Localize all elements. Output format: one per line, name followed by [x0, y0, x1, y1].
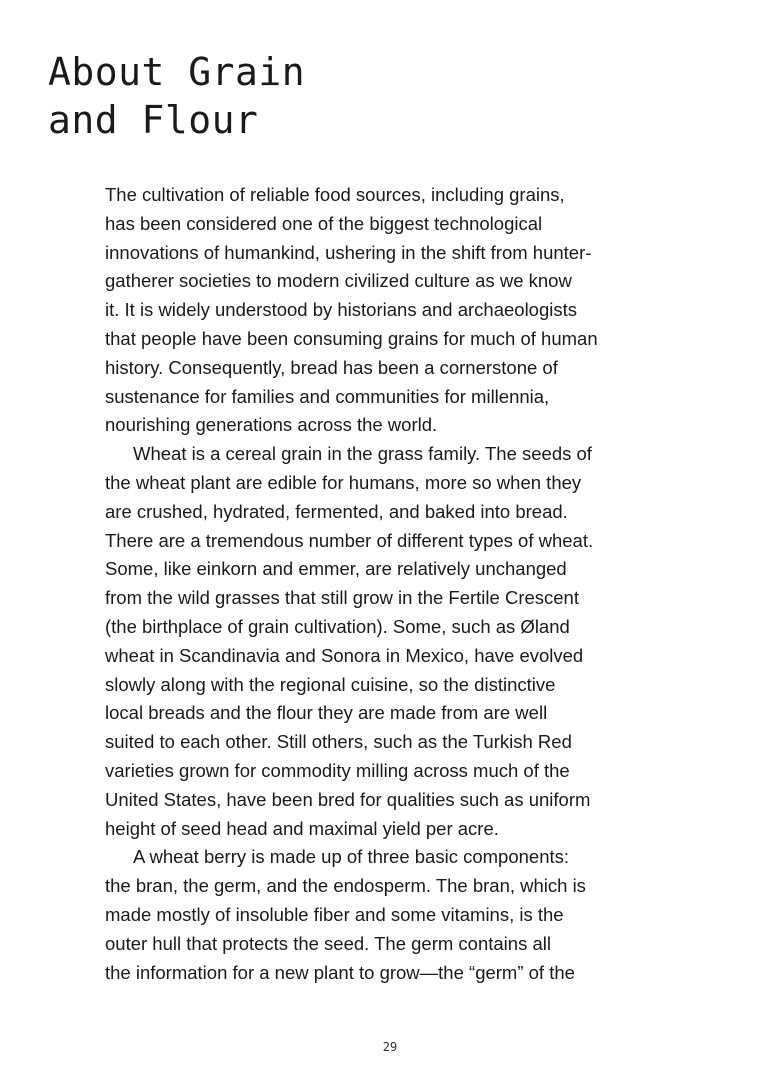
text-line: made mostly of insoluble fiber and some vitamins, is the	[105, 903, 564, 925]
page-title-line: and Flour	[48, 98, 259, 142]
paragraph-first-line: Wheat is a cereal grain in the grass family. The seeds of	[133, 443, 592, 465]
text-line: the bran, the germ, and the endosperm. The bran, which is	[105, 875, 586, 897]
text-line: (the birthplace of grain cultivation). Some, such as Øland	[105, 615, 570, 637]
text-line: that people have been consuming grains for much of human	[105, 327, 598, 349]
text-line: the wheat plant are edible for humans, more so when they	[105, 471, 582, 493]
text-line: outer hull that protects the seed. The germ contains all	[105, 932, 551, 954]
text-line: history. Consequently, bread has been a cornerstone of	[105, 356, 558, 378]
text-line: slowly along with the regional cuisine, so the distinctive	[105, 673, 556, 695]
page-title	[48, 48, 305, 144]
text-line: gatherer societies to modern civilized culture as we know	[105, 270, 572, 292]
text-line: are crushed, hydrated, fermented, and baked into bread.	[105, 500, 568, 522]
text-line: nourishing generations across the world.	[105, 414, 438, 436]
text-line: suited to each other. Still others, such as the Turkish Red	[105, 731, 572, 753]
page-title-line: About Grain	[48, 50, 306, 94]
text-line: The cultivation of reliable food sources, including grains,	[105, 184, 565, 205]
text-line: height of seed head and maximal yield per acre.	[105, 817, 499, 839]
text-line: innovations of humankind, ushering in the shift from hunter-	[105, 241, 592, 263]
text-line: There are a tremendous number of different types of wheat.	[105, 529, 594, 551]
text-line: sustenance for families and communities for millennia,	[105, 385, 550, 407]
paragraph-first-line: A wheat berry is made up of three basic components:	[133, 846, 570, 868]
body-text	[105, 181, 670, 987]
text-line: the information for a new plant to grow—the “germ” of the	[105, 961, 575, 983]
text-line: Some, like einkorn and emmer, are relatively unchanged	[105, 558, 567, 580]
text-line: wheat in Scandinavia and Sonora in Mexico, have evolved	[105, 644, 584, 666]
text-line: United States, have been bred for qualities such as uniform	[105, 788, 591, 810]
text-line: it. It is widely understood by historians and archaeologists	[105, 299, 578, 321]
text-line: varieties grown for commodity milling across much of the	[105, 759, 570, 781]
text-line: from the wild grasses that still grow in the Fertile Crescent	[105, 587, 579, 609]
text-line: has been considered one of the biggest technological	[105, 212, 543, 234]
page-number: 29	[382, 1040, 398, 1054]
text-line: local breads and the flour they are made from are well	[105, 702, 548, 724]
